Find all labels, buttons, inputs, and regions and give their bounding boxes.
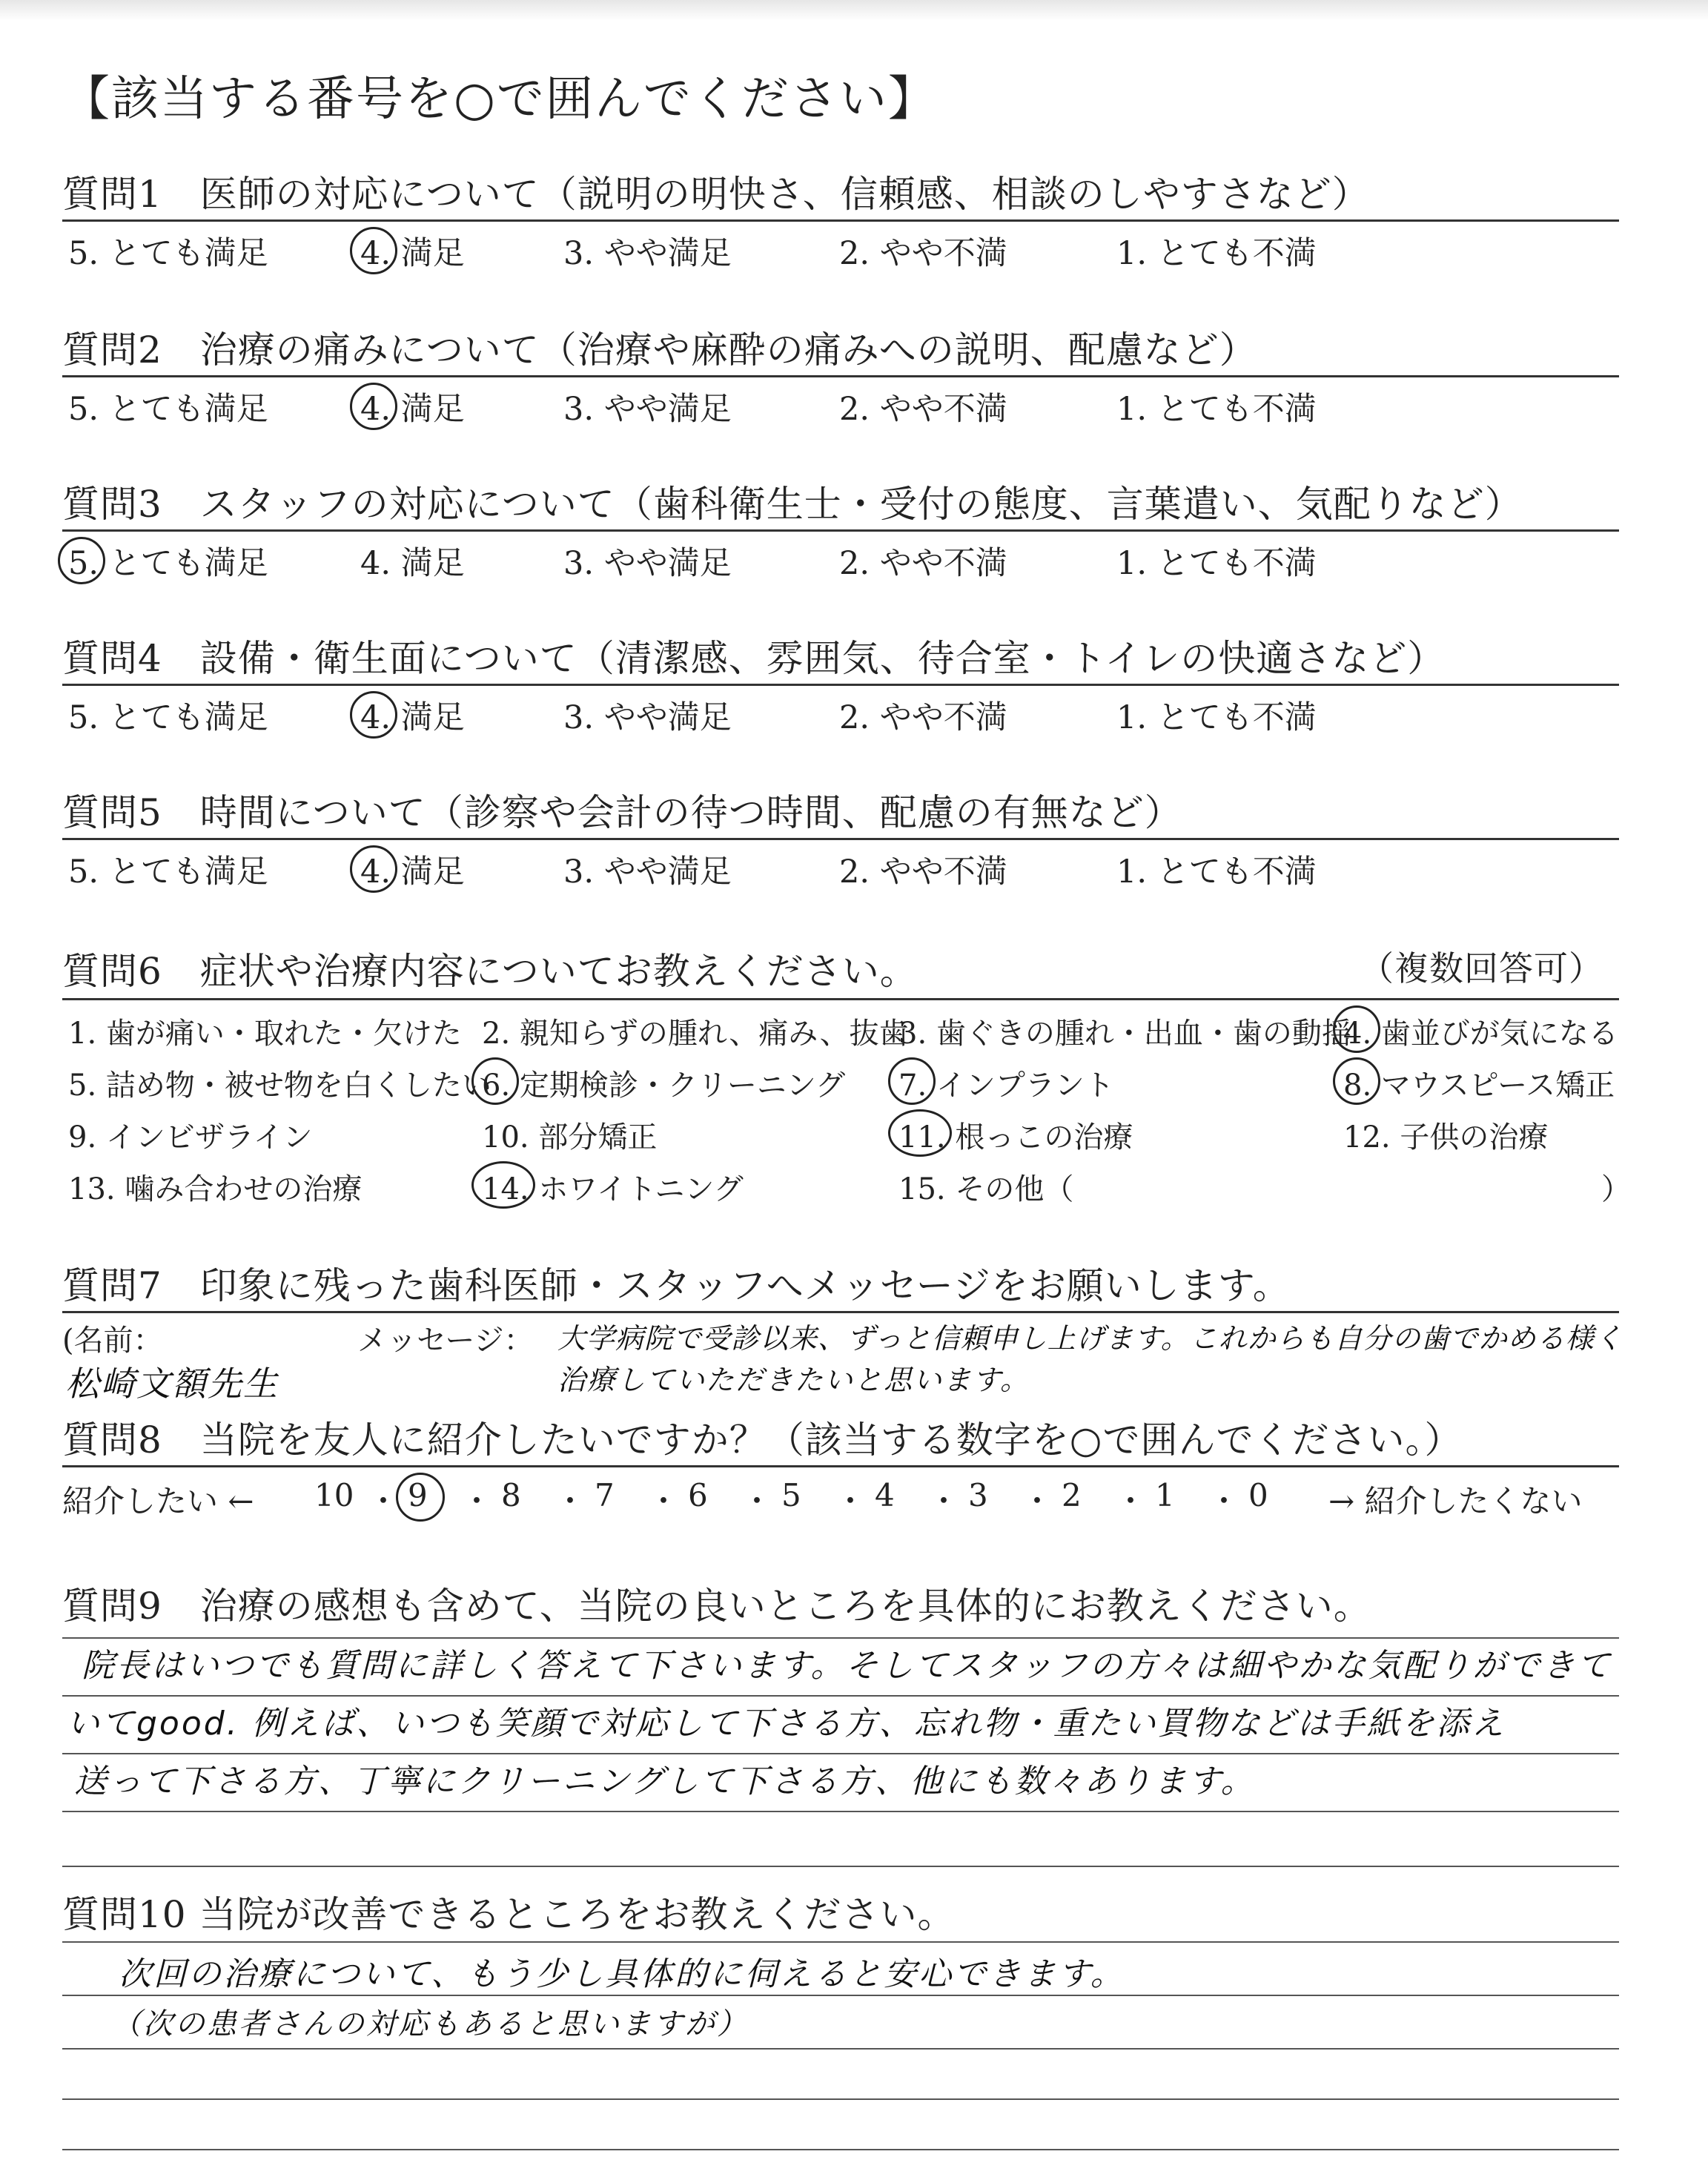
q9-answer-line2: いてgood. 例えば、いつも笑顔で対応して下さる方、忘れ物・重たい買物などは手紙を添え [67,1705,1506,1743]
q8-scale-0[interactable]: 0 [1248,1477,1268,1513]
q6-option-15[interactable]: 15. その他（ [898,1172,1074,1206]
q6-option-12[interactable]: 12. 子供の治療 [1343,1120,1549,1155]
q9-answer-line3: 送って下さる方、丁寧にクリーニングして下さる方、他にも数々あります。 [74,1763,1256,1800]
q8-separator: ・ [1115,1483,1147,1519]
q1-selected-circle [350,227,397,274]
q5-option-5[interactable]: 5. とても満足 [68,853,268,891]
q4-option-4[interactable]: 4. 満足 [360,699,465,736]
q6-selected-circle-11 [888,1109,952,1157]
q4-rule [62,684,1619,686]
q6-selected-circle-7 [888,1057,936,1105]
q10-line-2 [62,1995,1619,1996]
q8-scale-6[interactable]: 6 [688,1477,708,1513]
q8-separator: ・ [928,1483,960,1519]
q8-scale-5[interactable]: 5 [781,1477,801,1513]
q10-answer-line1: 次回の治療について、もう少し具体的に伺えると安心できます。 [119,1955,1125,1993]
q1-option-4[interactable]: 4. 満足 [360,235,465,272]
q8-separator: ・ [1022,1483,1053,1519]
q8-scale-7[interactable]: 7 [595,1477,615,1513]
q5-option-4[interactable]: 4. 満足 [360,853,465,891]
instructions-heading: 【該当する番号を○で囲んでください】 [62,72,937,127]
q3-option-5[interactable]: 5. とても満足 [68,545,268,582]
q8-separator: ・ [555,1483,586,1519]
q6-title: 質問6 症状や治療内容についてお教えください。 [62,950,918,993]
q2-option-2[interactable]: 2. やや不満 [839,391,1007,428]
q5-option-1[interactable]: 1. とても不満 [1116,853,1317,891]
q3-option-3[interactable]: 3. やや満足 [563,545,732,582]
q8-scale-3[interactable]: 3 [968,1477,988,1513]
q1-option-3[interactable]: 3. やや満足 [563,235,732,272]
q2-option-5[interactable]: 5. とても満足 [68,391,268,428]
q8-scale-1[interactable]: 1 [1155,1477,1175,1513]
q7-name-value: 松崎文額先生 [65,1364,279,1404]
q8-separator: ・ [648,1483,680,1519]
q9-line-5 [62,1866,1619,1867]
q6-selected-circle-6 [471,1057,519,1105]
q9-answer-line1: 院長はいつでも質問に詳しく答えて下さいます。そしてスタッフの方々は細やかな気配りができて [82,1647,1612,1685]
q8-rule [62,1465,1619,1467]
q3-option-1[interactable]: 1. とても不満 [1116,545,1317,582]
q7-title: 質問7 印象に残った歯科医師・スタッフへメッセージをお願いします。 [62,1264,1291,1307]
q2-option-1[interactable]: 1. とても不満 [1116,391,1317,428]
q6-option-10[interactable]: 10. 部分矯正 [482,1120,658,1155]
q2-rule [62,375,1619,377]
scan-top-edge [0,0,1708,21]
q2-title: 質問2 治療の痛みについて（治療や麻酔の痛みへの説明、配慮など） [62,328,1257,371]
q1-option-5[interactable]: 5. とても満足 [68,235,268,272]
q10-answer-line2: （次の患者さんの対応もあると思いますが） [111,2007,749,2041]
q6-option-2[interactable]: 2. 親知らずの腫れ、痛み、抜歯 [482,1017,909,1051]
q8-scale-10[interactable]: 10 [314,1477,354,1513]
q10-line-5 [62,2149,1619,2150]
q2-selected-circle [350,383,397,430]
q7-rule [62,1311,1619,1313]
q8-right-label: → 紹介したくない [1328,1483,1583,1519]
q6-note: （複数回答可） [1360,948,1603,988]
q5-title: 質問5 時間について（診察や会計の待つ時間、配慮の有無など） [62,791,1182,834]
q8-scale-2[interactable]: 2 [1062,1477,1082,1513]
q6-selected-circle-8 [1333,1057,1380,1105]
q6-option-13[interactable]: 13. 噛み合わせの治療 [68,1172,363,1206]
q6-selected-circle-14 [471,1161,535,1209]
q6-option-11[interactable]: 11. 根っこの治療 [898,1120,1133,1155]
q6-option-8[interactable]: 8. マウスピース矯正 [1343,1069,1615,1103]
q2-option-3[interactable]: 3. やや満足 [563,391,732,428]
q6-option-14[interactable]: 14. ホワイトニング [482,1172,744,1206]
q6-option-5[interactable]: 5. 詰め物・被せ物を白くしたい [68,1069,491,1103]
q4-selected-circle [350,691,397,739]
q4-option-5[interactable]: 5. とても満足 [68,699,268,736]
q6-option-3[interactable]: 3. 歯ぐきの腫れ・出血・歯の動揺 [898,1017,1351,1051]
q4-option-3[interactable]: 3. やや満足 [563,699,732,736]
q8-separator: ・ [461,1483,493,1519]
q5-rule [62,838,1619,840]
q7-message-label: メッセージ： [357,1324,534,1358]
q7-message-line2: 治療していただきたいと思います。 [557,1364,1030,1396]
q8-left-label: 紹介したい ← [62,1483,254,1519]
q6-option-4[interactable]: 4. 歯並びが気になる [1343,1017,1618,1051]
q10-line-4 [62,2098,1619,2100]
q6-option-7[interactable]: 7. インプラント [898,1069,1114,1103]
q8-separator: ・ [1208,1483,1240,1519]
q8-title: 質問8 当院を友人に紹介したいですか？（該当する数字を○で囲んでください。） [62,1418,1463,1462]
q6-option-1[interactable]: 1. 歯が痛い・取れた・欠けた [68,1017,462,1051]
q4-option-2[interactable]: 2. やや不満 [839,699,1007,736]
q5-option-3[interactable]: 3. やや満足 [563,853,732,891]
q3-rule [62,529,1619,532]
q1-title: 質問1 医師の対応について（説明の明快さ、信頼感、相談のしやすさなど） [62,173,1370,216]
q9-title: 質問9 治療の感想も含めて、当院の良いところを具体的にお教えください。 [62,1585,1371,1628]
q8-separator: ・ [741,1483,773,1519]
q7-name-label: (名前： [62,1324,163,1358]
q10-title: 質問10 当院が改善できるところをお教えください。 [62,1893,956,1936]
q1-rule [62,219,1619,222]
q4-option-1[interactable]: 1. とても不満 [1116,699,1317,736]
q9-line-4 [62,1811,1619,1812]
q8-scale-8[interactable]: 8 [501,1477,521,1513]
q8-separator: ・ [835,1483,867,1519]
q8-selected-circle [396,1473,445,1522]
q10-line-3 [62,2048,1619,2050]
q7-message-line1: 大学病院で受診以来、ずっと信頼申し上げます。これからも自分の歯でかめる様く [557,1322,1623,1355]
q1-option-1[interactable]: 1. とても不満 [1116,235,1317,272]
q8-separator: ・ [368,1483,400,1519]
q6-option-9[interactable]: 9. インビザライン [68,1120,313,1155]
q6-option-6[interactable]: 6. 定期検診・クリーニング [482,1069,846,1103]
q3-selected-circle [58,537,105,584]
q8-scale-9[interactable]: 9 [408,1477,428,1513]
q3-option-4[interactable]: 4. 満足 [360,545,465,582]
q6-selected-circle-4 [1333,1005,1380,1053]
q4-title: 質問4 設備・衛生面について（清潔感、雰囲気、待合室・トイレの快適さなど） [62,637,1446,680]
q6-other-close[interactable]: ） [1601,1172,1631,1206]
q1-option-2[interactable]: 2. やや不満 [839,235,1007,272]
q3-title: 質問3 スタッフの対応について（歯科衛生士・受付の態度、言葉遣い、気配りなど） [62,483,1523,526]
q2-option-4[interactable]: 4. 満足 [360,391,465,428]
q3-option-2[interactable]: 2. やや不満 [839,545,1007,582]
q8-scale-4[interactable]: 4 [875,1477,895,1513]
q6-rule [62,998,1619,1000]
q10-line-1 [62,1941,1619,1943]
q5-selected-circle [350,845,397,893]
q5-option-2[interactable]: 2. やや不満 [839,853,1007,891]
